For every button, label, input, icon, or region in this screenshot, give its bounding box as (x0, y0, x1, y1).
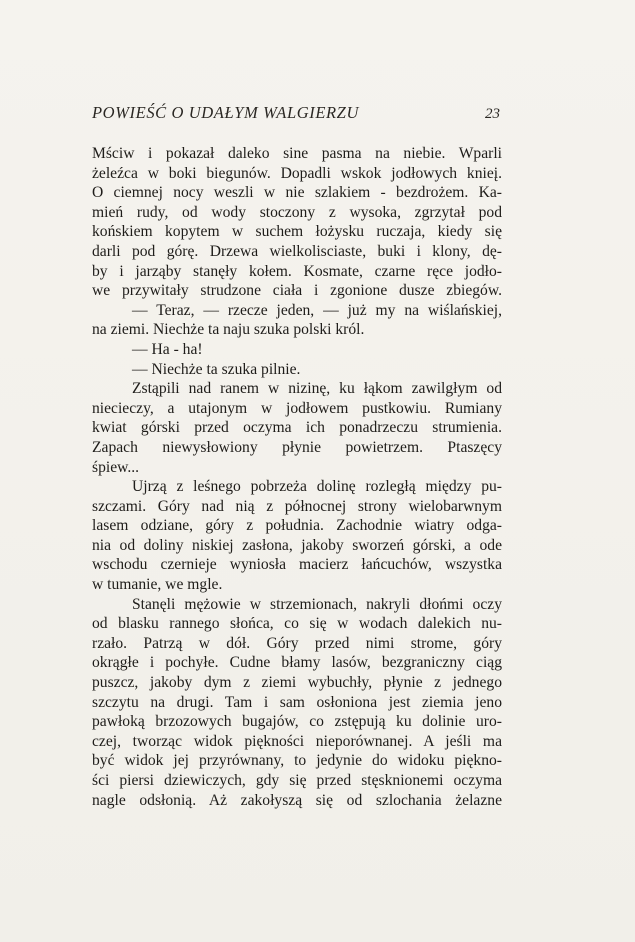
text-line: pawłoką brzozowych bugajów, co zstępują ku dolinie uro- (92, 713, 502, 731)
text-line: by i jarząby stanęły kołem. Kosmate, czarne ręce jodło- (92, 262, 502, 280)
text-line: na ziemi. Niechże ta naju szuka polski król. (92, 321, 365, 339)
text-line: nagle odsłonią. Aż zakołyszą się od szlochania żelazne (92, 791, 502, 809)
text-line: rzało. Patrzą w dół. Góry przed nimi strome, góry (92, 634, 502, 652)
text-line: wschodu czernieje wyniosła macierz łańcuchów, wszystka (92, 556, 502, 574)
text-line: puszcz, jakoby dym z ziemi wybuchły, płynie z jednego (92, 674, 502, 692)
text-line: czej, tworząc widok piękności nieporównanej. A jeśli ma (92, 732, 502, 750)
text-line: Zstąpili nad ranem w nizinę, ku łąkom zawilgłym od (132, 380, 502, 398)
text-line: końskiem kopytem w suchem łożysku ruczaja, kiedy się (92, 223, 502, 241)
text-line: darli pod górę. Drzewa wielkolisciaste, buki i klony, dę- (92, 242, 502, 260)
text-line: żeleźca w boki biegunów. Dopadli wskok jodłowych knieį. (92, 164, 502, 182)
text-line: nieciеczy, a utajonym w jodłowem pustkowiu. Rumiany (92, 399, 502, 417)
text-line: nia od doliny niskiej zasłona, jakoby sworzeń górski, a ode (92, 536, 502, 554)
text-line: śpiew... (92, 458, 140, 476)
text-line: być widok jej przyrównany, to jedynie do widoku piękno- (92, 752, 502, 770)
text-line: ści piersi dziewiczych, gdy się przed stęsknionemi oczyma (92, 772, 502, 789)
text-line: Zapach niewysłowiony płynie powietrzem. Ptaszęcy (92, 438, 502, 456)
text-line: mień rudy, od wody stoczony z wysoka, zgrzytał pod (92, 203, 502, 221)
text-line: lasem odziane, góry z południa. Zachodnie wiatry odga- (92, 517, 502, 535)
text-line: szczytu na drugi. Tam i sam osłoniona jest ziemia jeno (92, 693, 502, 711)
body-text (92, 144, 502, 810)
text-line: we przywitały strudzone ciała i zgonione dusze zbiegów. (92, 282, 502, 300)
text-line: Mściw i pokazał daleko sine pasma na niebie. Wparli (92, 145, 502, 162)
text-line: — Teraz, — rzecze jeden, — już my na wiślańskiej, (132, 301, 502, 319)
running-title: POWIEŚĆ O UDAŁYM WALGIERZU (92, 103, 359, 122)
text-line: w tumanie, we mgle. (92, 576, 223, 594)
text-line: O ciemnej nocy weszli w nie szlakiem - bezdrożem. Ka- (92, 184, 502, 202)
text-line: od blasku rannego słońca, co się w wodach dalekich nu- (92, 615, 502, 633)
text-line: szczami. Góry nad nią z północnej strony wielobarwnym (92, 497, 502, 515)
text-line: — Ha - ha! (132, 340, 203, 358)
text-line: — Niechże ta szuka pilnie. (132, 360, 301, 378)
text-line: kwiat górski przed oczyma ich ponadrzeczu strumienia. (92, 419, 502, 437)
page-number: 23 (485, 106, 500, 122)
text-line: Stanęli mężowie w strzemionach, nakryli dłońmi oczy (132, 595, 502, 613)
text-line: okrągłe i pochyłe. Cudne błamy lasów, bezgraniczny ciąg (92, 654, 502, 672)
text-line: Ujrzą z leśnego pobrzeża dolinę rozległą między pu- (132, 478, 502, 496)
